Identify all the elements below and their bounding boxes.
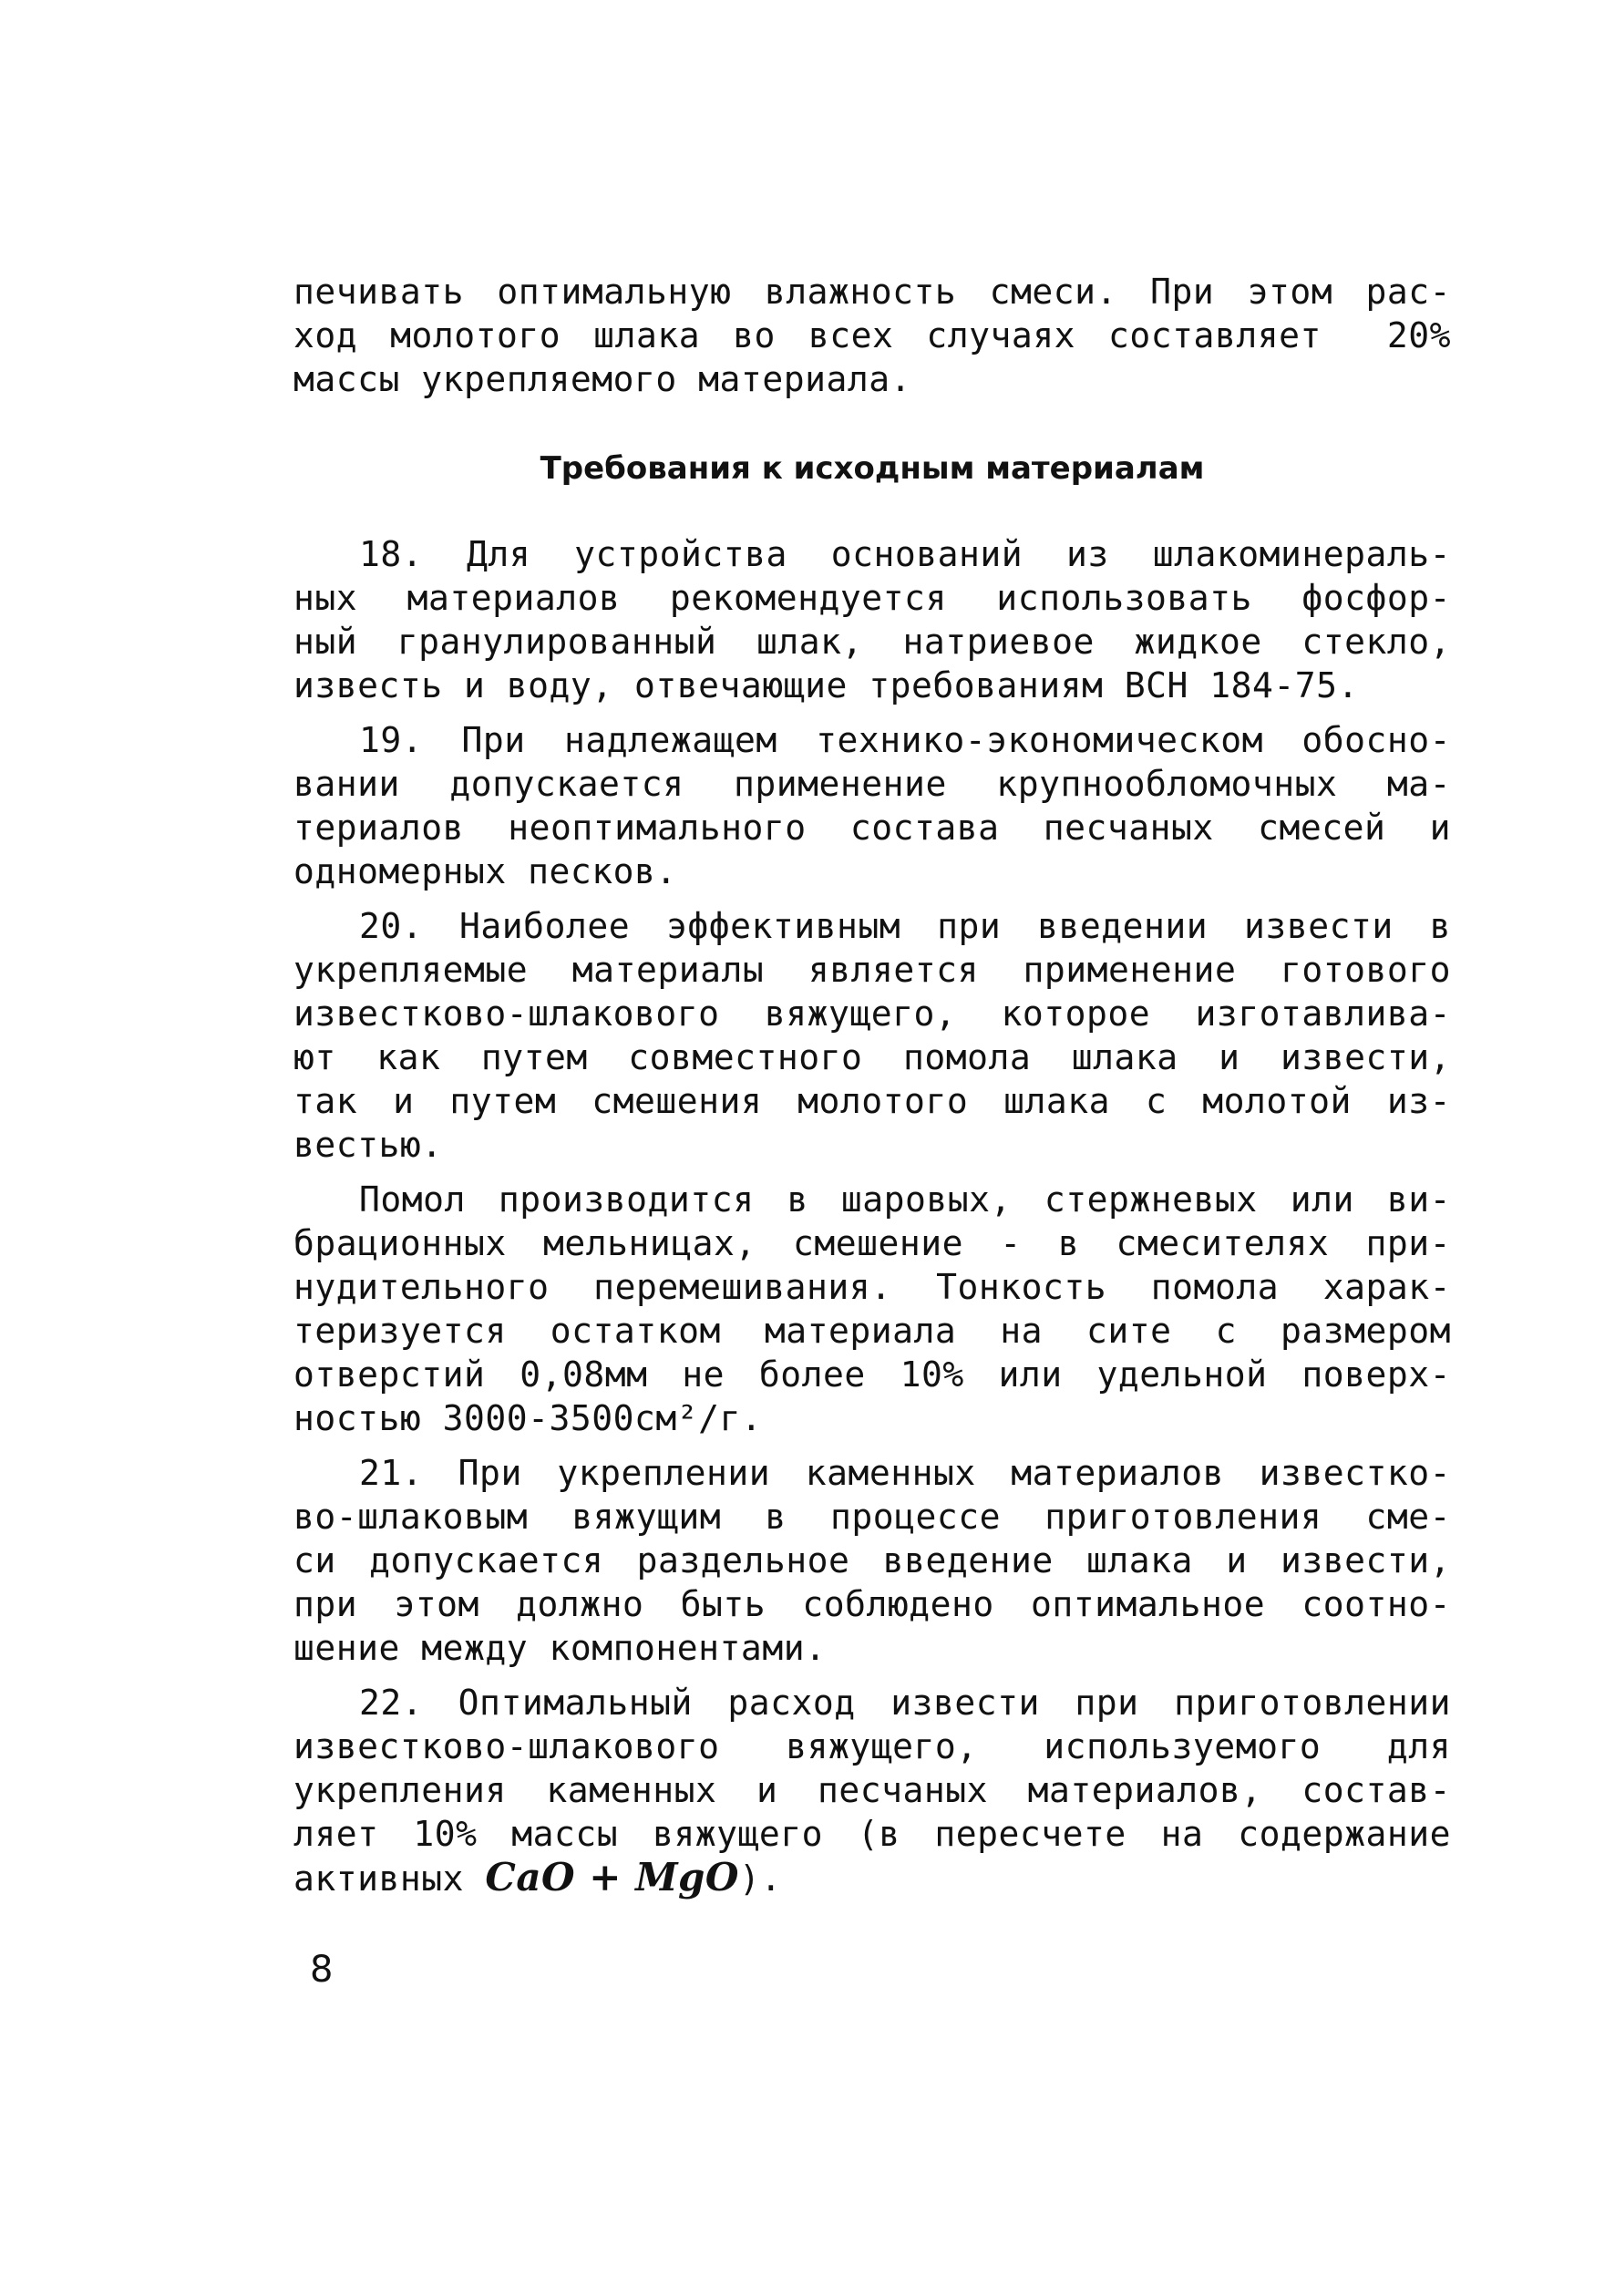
text-line: 18. Для устройства оснований из шлакоминераль- xyxy=(359,534,1451,574)
text-line: так и путем смешения молотого шлака с молотой из- xyxy=(293,1081,1451,1121)
text-line: массы укрепляемого материала. xyxy=(293,359,911,399)
line-suffix: ). xyxy=(739,1858,782,1899)
text-line: ход молотого шлака во всех случаях составляет 20% xyxy=(293,315,1451,355)
text-line: во-шлаковым вяжущим в процессе приготовления сме- xyxy=(293,1497,1451,1537)
text-line: при этом должно быть соблюдено оптимальное соотно- xyxy=(293,1584,1451,1624)
text-line: 21. При укреплении каменных материалов известко- xyxy=(359,1453,1451,1493)
text-line: териалов неоптимального состава песчаных смесей и xyxy=(293,808,1451,848)
text-line: ных материалов рекомендуется использовать фосфор- xyxy=(293,578,1451,618)
text-line: ляет 10% массы вяжущего (в пересчете на содержание xyxy=(293,1814,1451,1854)
paragraph-p20 xyxy=(293,904,1451,1167)
text-line: известь и воду, отвечающие требованиям ВСН 184-75. xyxy=(293,665,1359,705)
text-line: 22. Оптимальный расход извести при приготовлении xyxy=(359,1683,1451,1723)
text-line: 20. Наиболее эффективным при введении извести в xyxy=(359,906,1451,946)
line-prefix: активных xyxy=(293,1858,486,1899)
continuation-paragraph xyxy=(293,270,1451,401)
text-line: печивать оптимальную влажность смеси. При этом рас- xyxy=(293,272,1451,312)
text-line: си допускается раздельное введение шлака и извести, xyxy=(293,1540,1451,1580)
paragraph-p20b xyxy=(293,1178,1451,1440)
page-number: 8 xyxy=(310,1949,334,1991)
text-line: теризуется остатком материала на сите с размером xyxy=(293,1311,1451,1351)
text-block xyxy=(293,270,1451,1900)
text-line: укрепления каменных и песчаных материалов, состав- xyxy=(293,1770,1451,1810)
text-line: вании допускается применение крупнообломочных ма- xyxy=(293,764,1451,804)
paragraph-p19 xyxy=(293,718,1451,893)
text-line: нудительного перемешивания. Тонкость помола харак- xyxy=(293,1267,1451,1307)
text-line: Помол производится в шаровых, стержневых или ви- xyxy=(359,1179,1451,1220)
paragraph-p22 xyxy=(293,1681,1451,1900)
paragraphs xyxy=(293,532,1451,1900)
text-line: 19. При надлежащем технико-экономическом обосно- xyxy=(359,720,1451,760)
handwritten-formula: CaO + MgO xyxy=(485,1855,740,1900)
paragraph-p18 xyxy=(293,532,1451,707)
section-heading: Требования к исходным материалам xyxy=(540,450,1205,487)
text-line: известково-шлакового вяжущего, которое изготавлива- xyxy=(293,994,1451,1034)
text-line: известково-шлакового вяжущего, используемого для xyxy=(293,1726,1451,1766)
text-line: брационных мельницах, смешение - в смесителях при- xyxy=(293,1223,1451,1263)
text-line: одномерных песков. xyxy=(293,851,677,891)
text-line: ностью 3000-3500см²/г. xyxy=(293,1398,763,1438)
text-line: ный гранулированный шлак, натриевое жидкое стекло, xyxy=(293,622,1451,662)
text-line: вестью. xyxy=(293,1125,443,1165)
paragraph-p21 xyxy=(293,1451,1451,1670)
text-line: укрепляемые материалы является применение готового xyxy=(293,950,1451,990)
text-line: ют как путем совместного помола шлака и извести, xyxy=(293,1037,1451,1077)
text-line xyxy=(293,1856,1451,1900)
text-line: отверстий 0,08мм не более 10% или удельной поверх- xyxy=(293,1354,1451,1395)
text-line: шение между компонентами. xyxy=(293,1628,827,1668)
